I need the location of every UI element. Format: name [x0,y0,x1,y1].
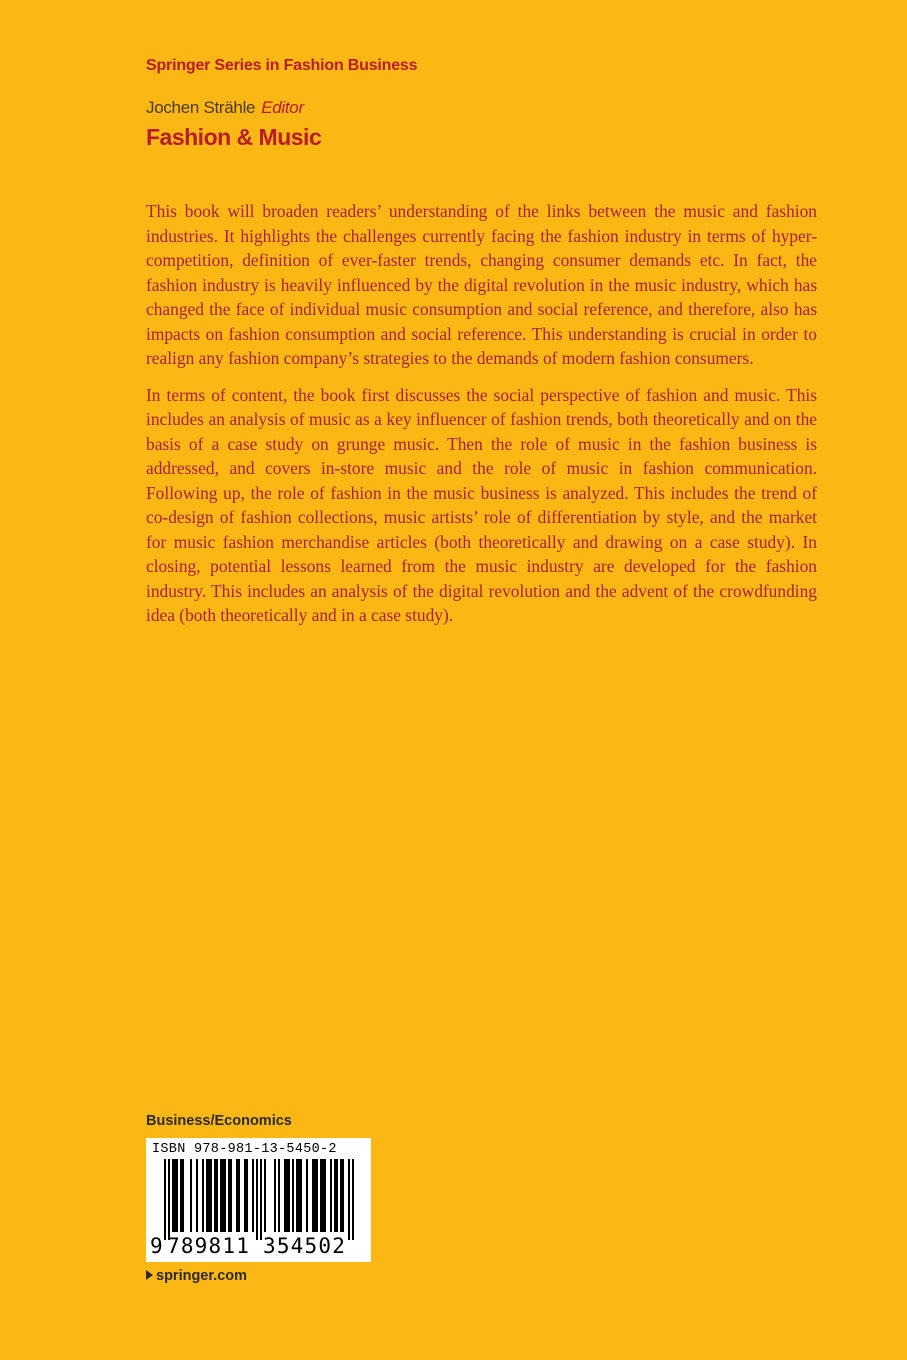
editor-role: Editor [261,98,304,117]
barcode-bar [284,1159,286,1232]
barcode-bar [312,1159,314,1232]
barcode-bar [202,1159,204,1232]
barcode-guard-bar [260,1159,262,1240]
barcode-bar [172,1159,174,1232]
barcode-right-digits: 354502 [263,1234,347,1258]
barcode-bar [180,1159,182,1232]
barcode-bar [292,1159,294,1232]
barcode-left-digits: 789811 [167,1234,251,1258]
website-link[interactable] [146,1268,247,1284]
barcode-bar [174,1159,176,1232]
barcode-guard-bar [164,1159,166,1240]
barcode-bar [238,1159,240,1232]
barcode-guard-bar [256,1159,258,1240]
subject-category: Business/Economics [146,1113,292,1129]
barcode-bar [264,1159,266,1232]
barcode-bar [214,1159,216,1232]
barcode-bar [196,1159,198,1232]
barcode-bar [300,1159,302,1232]
barcode-bar [228,1159,230,1232]
barcode-bar [324,1159,326,1232]
barcode-bar [288,1159,290,1232]
barcode-bar [330,1159,332,1232]
book-title: Fashion & Music [146,124,322,150]
barcode-bar [334,1159,336,1232]
barcode-bar [246,1159,248,1232]
barcode-bar [206,1159,208,1232]
website-text: springer.com [156,1268,248,1284]
editor-line [146,98,304,118]
arrow-right-icon [146,1270,153,1280]
barcode-bar [322,1159,324,1232]
barcode-bar [306,1159,308,1232]
barcode-bar [252,1159,254,1232]
barcode-guard-bar [352,1159,354,1240]
blurb-paragraph-2: In terms of content, the book first discusses the social perspective of fashion and music. This includes an analysis of music as a key influencer of fashion trends, both theoretically and on the basis of a case study on grunge music. Then the role of music in the fashion business is addressed, and covers in-store music and the role of music in fashion communication. Following up, the role of fashion in the music business is analyzed. This includes the trend of co-design of fashion collections, music artists’ role of differentiation by style, and the market for music fashion merchandise articles (both theoretically and drawing on a case study). In closing, potential lessons learned from the music industry are developed for the fashion industry. This includes an analysis of the digital revolution and the advent of the crowdfunding idea (both theoretically and in a case study). [146,384,817,625]
barcode-bar [236,1159,238,1232]
barcode-bar [342,1159,344,1232]
series-name: Springer Series in Fashion Business [146,57,418,74]
barcode-bar [244,1159,246,1232]
isbn-label: ISBN 978-981-13-5450-2 [152,1142,337,1157]
book-blurb [146,199,817,640]
barcode-bar [320,1159,322,1232]
barcode-guard-bar [348,1159,350,1240]
editor-name: Jochen Strähle [146,98,256,117]
barcode-bar [278,1159,280,1232]
barcode-bar [298,1159,300,1232]
barcode-bar [296,1159,298,1232]
barcode-first-digit: 9 [150,1234,163,1258]
barcode-bar [210,1159,212,1232]
barcode-bar [224,1159,226,1232]
barcode-bar [340,1159,342,1232]
barcode-bar [220,1159,222,1232]
barcode-guard-bar [168,1159,170,1240]
barcode-bar [208,1159,210,1232]
barcode-bar [190,1159,192,1232]
barcode-bar [222,1159,224,1232]
blurb-paragraph-1: This book will broaden readers’ understanding of the links between the music and fashion industries. It highlights the challenges currently facing the fashion industry in terms of hyper-competition, definition of ever-faster trends, changing consumer demands etc. In fact, the fashion industry is heavily influenced by the digital revolution in the music industry, which has changed the face of individual music consumption and social reference, and therefore, also has impacts on fashion consumption and social reference. This understanding is crucial in order to realign any fashion company’s strategies to the demands of modern fashion consumers. [146,201,817,368]
barcode-bar [216,1159,218,1232]
barcode-bar [286,1159,288,1232]
barcode-bar [316,1159,318,1232]
barcode-bar [182,1159,184,1232]
barcode-bar [274,1159,276,1232]
barcode-bar [336,1159,338,1232]
barcode-bar [230,1159,232,1232]
barcode-bar [176,1159,178,1232]
barcode-bar [314,1159,316,1232]
isbn-barcode [146,1138,371,1262]
